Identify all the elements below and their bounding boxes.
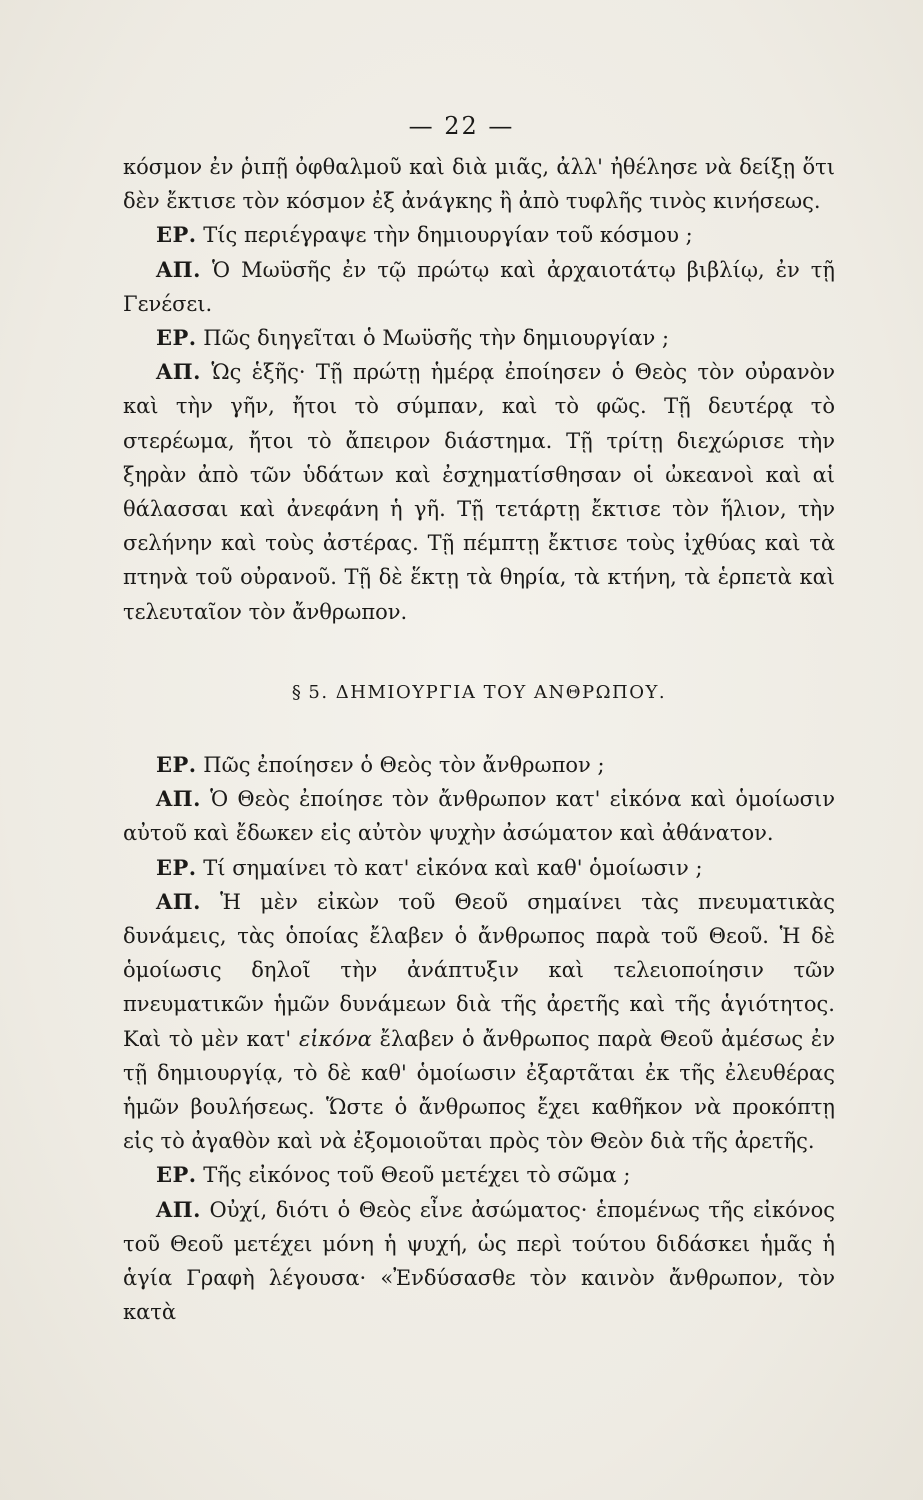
speaker-label: ΑΠ.: [156, 888, 201, 914]
speaker-label: ΕΡ.: [156, 854, 197, 880]
answer-paragraph: [123, 355, 835, 629]
question-paragraph: [123, 218, 835, 252]
paragraph-text: Πῶς ἐποίησεν ὁ Θεὸς τὸν ἄνθρωπον ;: [203, 753, 605, 778]
speaker-label: ΑΠ.: [156, 786, 201, 812]
speaker-label: ΕΡ.: [156, 1162, 197, 1188]
speaker-label: ΕΡ.: [156, 222, 197, 248]
continuation-paragraph: [123, 150, 835, 218]
paragraph-text: Ὡς ἑξῆς· Τῇ πρώτῃ ἡμέρᾳ ἐποίησεν ὁ Θεὸς τὸν οὐρανὸν καὶ τὴν γῆν, ἤτοι τὸ σύμπαν, καὶ τὸ φῶς. Τῇ δευτέρᾳ τὸ στερέωμα, ἤτοι τὸ ἄπειρον διάστημα. Τῇ τρίτῃ διεχώρισε τὴν ξηρὰν ἀπὸ τῶν ὑδάτων καὶ ἐσχηματίσθησαν οἱ ὠκεανοὶ καὶ αἱ θάλασσαι καὶ ἀνεφάνη ἡ γῆ. Τῇ τετάρτῃ ἔκτισε τὸν ἥλιον, τὴν σελήνην καὶ τοὺς ἀστέρας. Τῇ πέμπτῃ ἔκτισε τοὺς ἰχθύας καὶ τὰ πτηνὰ τοῦ οὐρανοῦ. Τῇ δὲ ἕκτῃ τὰ θηρία, τὰ κτήνη, τὰ ἑρπετὰ καὶ τελευταῖον τὸν ἄνθρωπον.: [123, 360, 835, 624]
speaker-label: ΑΠ.: [156, 359, 201, 385]
page-text: [123, 150, 835, 1330]
answer-paragraph: [123, 782, 835, 850]
italic-term: εἰκόνα: [298, 1026, 372, 1051]
question-paragraph: [123, 1158, 835, 1192]
paragraph-text: Ἡ μὲν εἰκὼν τοῦ Θεοῦ σημαίνει τὰς πνευματικὰς δυνάμεις, τὰς ὁποίας ἔλαβεν ὁ ἄνθρωπος παρὰ τοῦ Θεοῦ. Ἡ δὲ ὁμοίωσις δηλοῖ τὴν ἀνάπτυξιν καὶ τελειοποίησιν τῶν πνευματικῶν ἡμῶν δυνάμεων διὰ τῆς ἀρετῆς καὶ τῆς ἁγιότητος. Καὶ τὸ μὲν κατ': [123, 889, 835, 1051]
speaker-label: ΑΠ.: [156, 1196, 201, 1222]
answer-paragraph: [123, 885, 835, 1159]
section-heading: [123, 676, 835, 710]
paragraph-text: κόσμον ἐν ῥιπῇ ὀφθαλμοῦ καὶ διὰ μιᾶς, ἀλλ' ἠθέλησε νὰ δείξῃ ὅτι δὲν ἔκτισε τὸν κόσμον ἐξ ἀνάγκης ἢ ἀπὸ τυφλῆς τινὸς κινήσεως.: [123, 155, 835, 214]
paragraph-text: Τί σημαίνει τὸ κατ' εἰκόνα καὶ καθ' ὁμοίωσιν ;: [203, 855, 703, 880]
speaker-label: ΑΠ.: [156, 256, 201, 282]
paragraph-text: Τίς περιέγραψε τὴν δημιουργίαν τοῦ κόσμου ;: [203, 223, 693, 248]
question-paragraph: [123, 321, 835, 355]
paragraph-text: Τῆς εἰκόνος τοῦ Θεοῦ μετέχει τὸ σῶμα ;: [203, 1163, 631, 1188]
question-paragraph: [123, 748, 835, 782]
paragraph-text: Οὐχί, διότι ὁ Θεὸς εἶνε ἀσώματος· ἑπομένως τῆς εἰκόνος τοῦ Θεοῦ μετέχει μόνη ἡ ψυχή, ὡς περὶ τούτου διδάσκει ἡμᾶς ἡ ἁγία Γραφὴ λέγουσα· «Ἐνδύσασθε τὸν καινὸν ἄνθρωπον, τὸν κατὰ: [123, 1197, 835, 1325]
paragraph-text: Πῶς διηγεῖται ὁ Μωϋσῆς τὴν δημιουργίαν ;: [203, 326, 670, 351]
question-paragraph: [123, 851, 835, 885]
speaker-label: ΕΡ.: [156, 325, 197, 351]
answer-paragraph: [123, 253, 835, 321]
section-symbol: §: [291, 681, 303, 703]
paragraph-text: Ὁ Μωϋσῆς ἐν τῷ πρώτῳ καὶ ἀρχαιοτάτῳ βιβλίῳ, ἐν τῇ Γενέσει.: [123, 257, 835, 316]
paragraph-text: ἔλαβεν ὁ ἄνθρωπος παρὰ Θεοῦ ἀμέσως ἐν τῇ δημιουργίᾳ, τὸ δὲ καθ' ὁμοίωσιν ἐξαρτᾶται ἐκ τῆς ἐλευθέρας ἡμῶν βουλήσεως. Ὥστε ὁ ἄνθρωπος ἔχει καθῆκον νὰ προκόπτῃ εἰς τὸ ἀγαθὸν καὶ νὰ ἐξομοιοῦται πρὸς τὸν Θεὸν διὰ τῆς ἀρετῆς.: [123, 1026, 835, 1154]
answer-paragraph: [123, 1193, 835, 1330]
paragraph-text: Ὁ Θεὸς ἐποίησε τὸν ἄνθρωπον κατ' εἰκόνα καὶ ὁμοίωσιν αὐτοῦ καὶ ἔδωκεν εἰς αὐτὸν ψυχὴν ἀσώματον καὶ ἀθάνατον.: [123, 787, 835, 846]
section-title: 5. ΔΗΜΙΟΥΡΓΙΑ ΤΟΥ ΑΝΘΡΩΠΟΥ.: [308, 681, 667, 703]
speaker-label: ΕΡ.: [156, 752, 197, 778]
page-number: — 22 —: [408, 112, 515, 140]
